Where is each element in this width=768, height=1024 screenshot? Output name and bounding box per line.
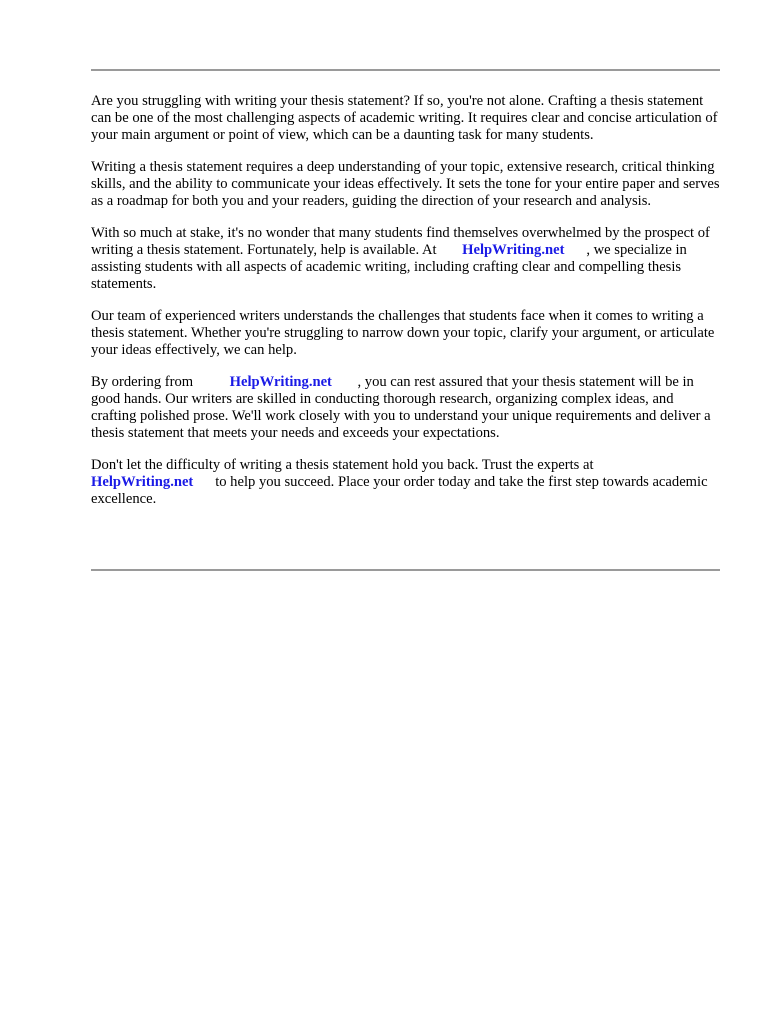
- helpwriting-link-2[interactable]: HelpWriting.net: [229, 374, 332, 390]
- paragraph-6-text-after: to help you succeed. Place your order today and take the first step towards academic excellence.: [91, 474, 708, 507]
- helpwriting-link-1[interactable]: HelpWriting.net: [462, 242, 565, 258]
- paragraph-6-text-before: Don't let the difficulty of writing a thesis statement hold you back. Trust the experts at: [91, 457, 594, 473]
- paragraph-6: [91, 457, 720, 508]
- top-divider: [91, 69, 720, 71]
- paragraph-4-text: Our team of experienced writers understands the challenges that students face when it comes to writing a thesis statement. Whether you're struggling to narrow down your topic, clarify your argument, or articulate your ideas effectively, we can help.: [91, 308, 715, 358]
- helpwriting-link-3[interactable]: HelpWriting.net: [91, 474, 194, 490]
- paragraph-2-text: Writing a thesis statement requires a deep understanding of your topic, extensive research, critical thinking skills, and the ability to communicate your ideas effectively. It sets the tone for your entire paper and serves as a roadmap for both you and your readers, guiding the direction of your research and analysis.: [91, 159, 720, 209]
- paragraph-1-text: Are you struggling with writing your thesis statement? If so, you're not alone. Crafting a thesis statement can be one of the most challenging aspects of academic writing. It requires clear and concise articulation of your main argument or point of view, which can be a daunting task for many students.: [91, 93, 718, 143]
- paragraph-4: [91, 308, 720, 359]
- paragraph-3: [91, 225, 720, 293]
- document-body: [91, 93, 720, 523]
- paragraph-5: [91, 374, 720, 442]
- paragraph-5-text-after: , you can rest assured that your thesis statement will be in good hands. Our writers are skilled in conducting thorough research, organizing complex ideas, and crafting polished prose. We'll work closely with you to understand your unique requirements and deliver a thesis statement that meets your needs and exceeds your expectations.: [91, 374, 711, 441]
- paragraph-2: [91, 159, 720, 210]
- paragraph-5-text-before: By ordering from: [91, 374, 194, 390]
- bottom-divider: [91, 569, 720, 571]
- paragraph-1: [91, 93, 720, 144]
- paragraph-3-text-after: , we specialize in assisting students with all aspects of academic writing, including crafting clear and compelling thesis statements.: [91, 242, 687, 292]
- paragraph-3-text-before: With so much at stake, it's no wonder that many students find themselves overwhelmed by the prospect of writing a thesis statement. Fortunately, help is available. At: [91, 225, 710, 258]
